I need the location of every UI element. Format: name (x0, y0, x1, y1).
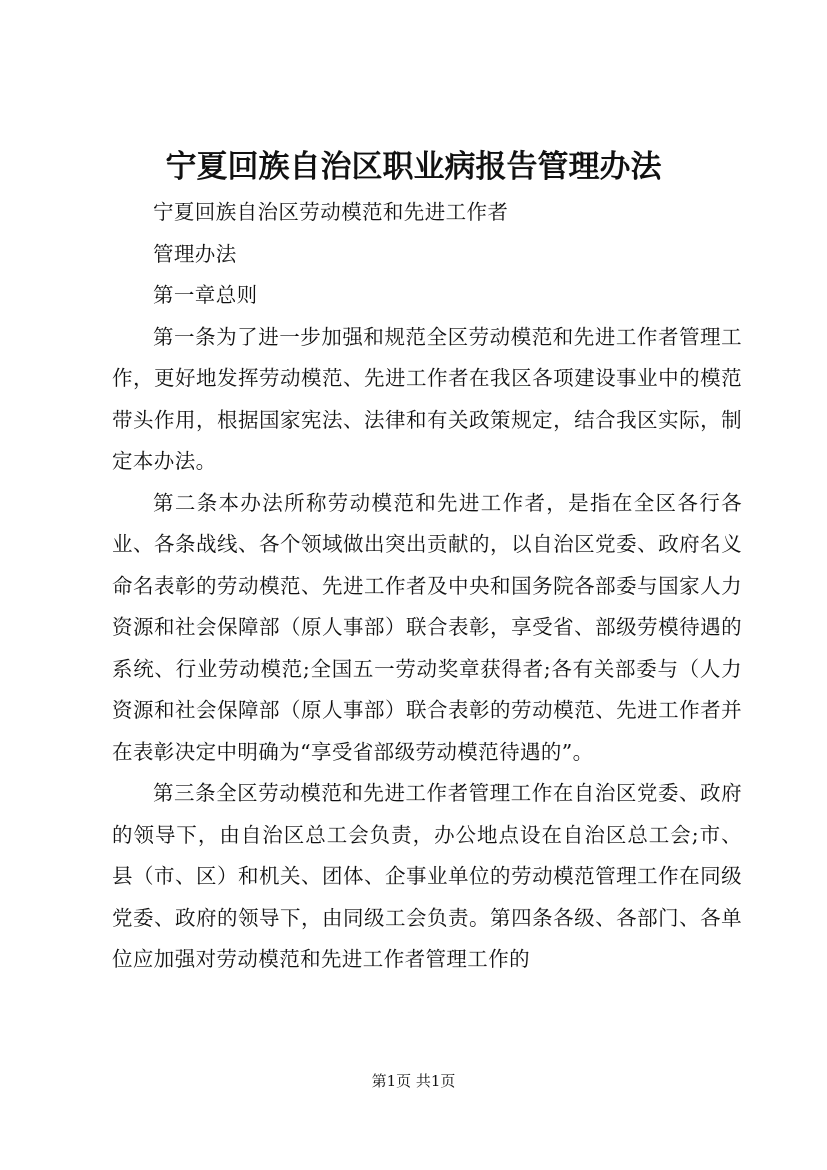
article-2: 第二条本办法所称劳动模范和先进工作者，是指在全区各行各业、各条战线、各个领域做出突出贡献的，以自治区党委、政府名义命名表彰的劳动模范、先进工作者及中央和国务院各部委与国家人力资源和社会保障部（原人事部）联合表彰，享受省、部级劳模待遇的系统、行业劳动模范;全国五一劳动奖章获得者;各有关部委与（人力资源和社会保障部（原人事部）联合表彰的劳动模范、先进工作者并在表彰决定中明确为“享受省部级劳动模范待遇的”。 (112, 490, 742, 764)
subtitle-line-2: 管理办法 (153, 241, 237, 266)
article-1: 第一条为了进一步加强和规范全区劳动模范和先进工作者管理工作，更好地发挥劳动模范、先进工作者在我区各项建设事业中的模范带头作用，根据国家宪法、法律和有关政策规定，结合我区实际，制定本办法。 (112, 324, 742, 473)
chapter-heading: 第一章总则 (153, 283, 258, 307)
subtitle-line: 宁夏回族自治区劳动模范和先进工作者 (153, 200, 509, 224)
document-body (112, 192, 742, 981)
page-number-footer: 第1页 共1页 (371, 1072, 456, 1090)
article-3: 第三条全区劳动模范和先进工作者管理工作在自治区党委、政府的领导下，由自治区总工会负责，办公地点设在自治区总工会;市、县（市、区）和机关、团体、企事业单位的劳动模范管理工作在同级党委、政府的领导下，由同级工会负责。第四条各级、各部门、各单位应加强对劳动模范和先进工作者管理工作的 (112, 781, 742, 971)
document-title: 宁夏回族自治区职业病报告管理办法 (165, 149, 662, 185)
